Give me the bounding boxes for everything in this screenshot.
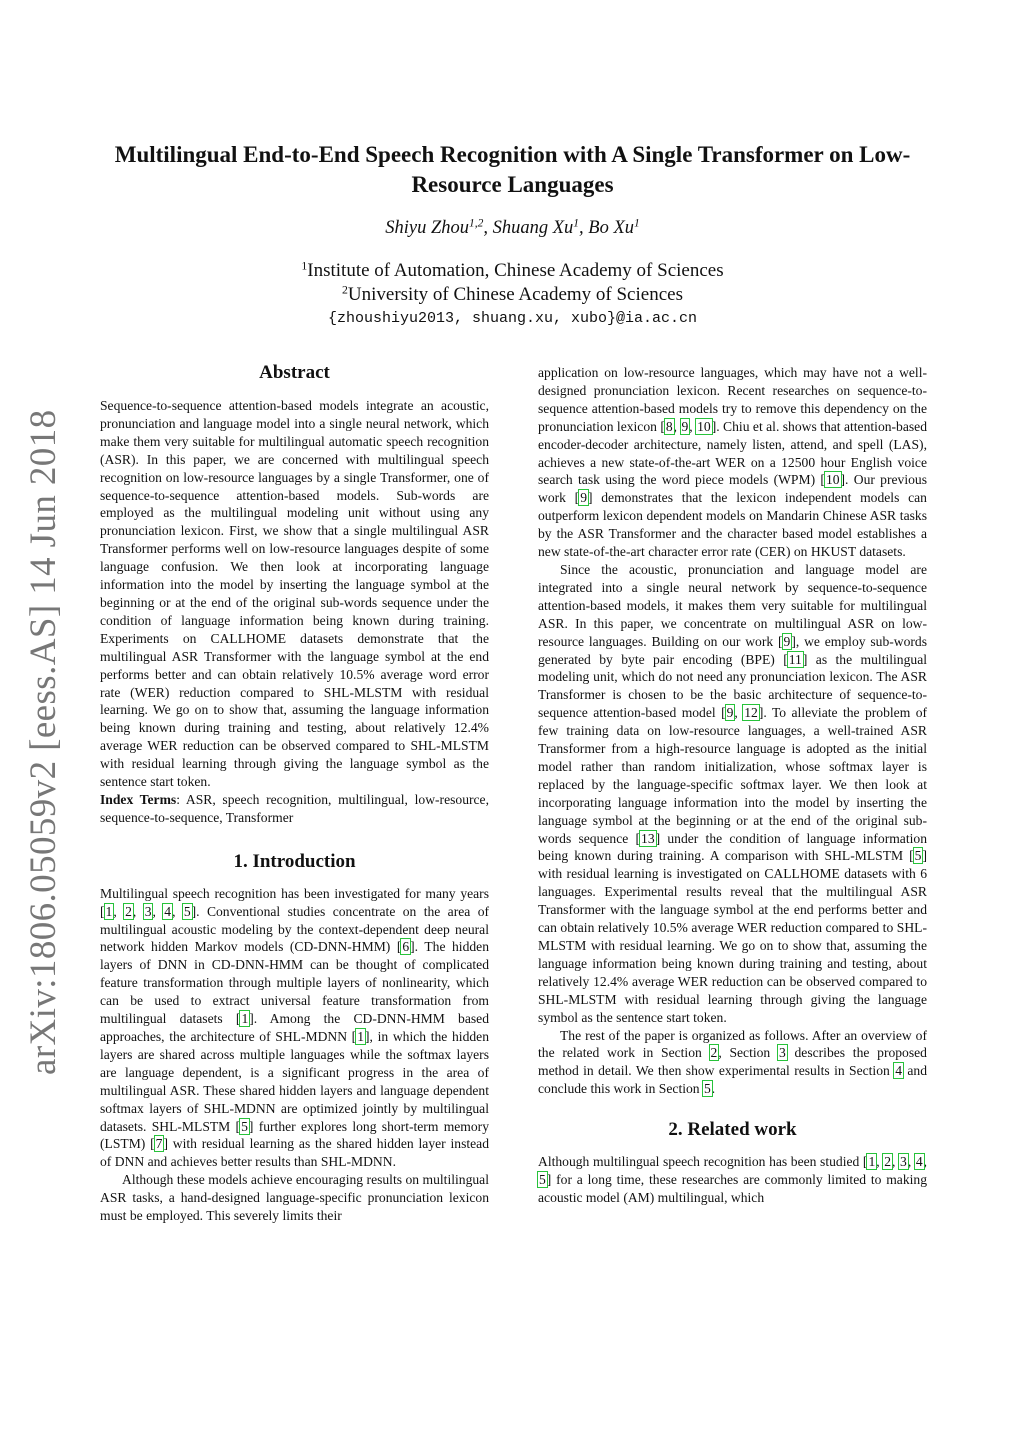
author-name: Bo Xu [588,218,635,238]
citation-link[interactable]: 3 [144,903,152,919]
paragraph: Index Terms: ASR, speech recognition, multilingual, low-resource, sequence-to-sequence, Transformer [100,791,489,825]
citation-link[interactable]: 12 [744,705,758,721]
affiliation-text: Institute of Automation, Chinese Academy of Sciences [307,260,724,281]
citation-link[interactable]: 1 [241,1011,249,1027]
citation-link[interactable]: 9 [783,633,791,649]
citation-link[interactable]: 9 [580,490,587,506]
citation-link[interactable]: 7 [155,1136,163,1152]
citation-link[interactable]: 9 [726,705,734,721]
citation-link[interactable]: 8 [665,418,673,434]
affiliation-list [90,259,935,307]
paragraph: Multilingual speech recognition has been investigated for many years [1, 2, 3, 4, 5]. Conventional studies concentrate on the area of multilingual acoustic modeling by the context-dependent deep neural network hidden Markov models (CD-DNN-HMM) [6]. The hidden layers of DNN in CD-DNN-HMM can be thought of complicated feature transformation through multiple layers of nonlinearity, which can be used to extract universal feature transformation from multilingual datasets [1]. Among the CD-DNN-HMM based approaches, the architecture of SHL-MDNN [1], in which the hidden layers are shared across multiple languages while the softmax layers are language dependent, is a significant progress in the area of multilingual ASR. These shared hidden layers and language dependent softmax layers of SHL-MDNN are optimized jointly by multilingual datasets. SHL-MLSTM [5] further explores long short-term memory (LSTM) [7] with residual learning as the shared hidden layer instead of DNN and achieves better results than SHL-MDNN. [100,885,490,1170]
citation-link[interactable]: 4 [164,903,172,919]
author-list: Shiyu Zhou$^{1,2}$, Shuang Xu$^1$, Bo Xu$^1$ [385,217,640,238]
citation-link[interactable]: 3 [900,1154,907,1170]
author-name: Shuang Xu [492,218,574,238]
citation-link[interactable]: 5 [241,1118,248,1134]
paper-title: Multilingual End-to-End Speech Recognition with A Single Transformer on Low-Resource Languages [114,142,911,197]
citation-link[interactable]: 11 [788,651,802,667]
section-heading: 2. Related work [668,1119,797,1141]
index-terms-label: Index Terms [100,791,177,807]
paragraph: application on low-resource languages, which may have not a well-designed pronunciation lexicon. Recent researches on sequence-to-sequence attention-based models try to remove this dependency on the pronunciation lexicon [8, 9, 10]. Chiu et al. shows that attention-based encoder-decoder architecture, namely listen, attend, and spell (LAS), achieves a new state-of-the-art WER on a 12500 hour English voice search task using the word piece models (WPM) [10]. Our previous work [9] demonstrates that the lexicon independent models can outperform lexicon dependent models on Mandarin Chinese ASR tasks by the ASR Transformer and the character based model establishes a new state-of-the-art character error rate (CER) on HKUST datasets. [538,365,928,560]
affiliation-text: University of Chinese Academy of Sciences [347,284,683,305]
citation-link[interactable]: 9 [681,418,689,434]
section-heading: Abstract [259,362,330,383]
paragraph: The rest of the paper is organized as follows. After an overview of the related work in Section 2, Section 3 describes the proposed method in detail. We then show experimental results in Section 4 and conclude this work in Section 5. [538,1027,927,1097]
citation-link[interactable]: 4 [915,1154,923,1170]
paragraph: Although these models achieve encouraging results on multilingual ASR tasks, a hand-designed language-specific pronunciation lexicon must be employed. This severely limits their [100,1172,489,1224]
citation-link[interactable]: 5 [183,903,191,919]
author-affil-mark: 1 [634,217,640,230]
citation-link[interactable]: 1 [105,903,113,919]
citation-link[interactable]: 4 [895,1063,902,1079]
citation-link[interactable]: 1 [357,1029,365,1044]
affiliation-mark: 1 [301,259,308,273]
citation-link[interactable]: 2 [125,903,132,919]
author-name: Shiyu Zhou [385,218,470,238]
right-column [538,364,927,1207]
citation-link[interactable]: 2 [710,1045,718,1061]
arxiv-stamp: arXiv:1806.05059v2 [eess.AS] 14 Jun 2018 [23,409,64,1075]
citation-link[interactable]: 5 [914,848,922,864]
paragraph: Sequence-to-sequence attention-based models integrate an acoustic, pronunciation and language model into a single neural network, which make them very suitable for multilingual automatic speech recognition (ASR). In this paper, we are concerned with multilingual speech recognition on low-resource languages by a single Transformer, one of sequence-to-sequence attention-based models. Sub-words are employed as the multilingual modeling unit without using any pronunciation lexicon. First, we show that a single multilingual ASR Transformer performs well on low-resource languages despite of some language confusion. We then look at incorporating language information into the model by inserting the language symbol at the beginning or at the end of the original sub-words sequence under the condition of language information being known during training. Experiments on CALLHOME datasets demonstrate that the multilingual ASR Transformer with the language symbol at the end performs better and can obtain relatively 10.5% average word error rate (WER) reduction compared to SHL-MLSTM with residual learning. We go on to show that, assuming the language information being known during training and testing, about relatively 12.4% average WER reduction can be observed compared to SHL-MLSTM with residual learning through giving the language symbol as the sentence start token. [100,398,489,790]
citation-link[interactable]: 5 [539,1172,546,1188]
citation-link[interactable]: 10 [697,418,711,434]
paragraph: Since the acoustic, pronunciation and language model are integrated into a single neural network by sequence-to-sequence attention-based models, it makes them very suitable for multilingual ASR. In this paper, we concentrate on multilingual ASR on low-resource languages. Building on our work [9], we employ sub-words generated by byte pair encoding (BPE) [11] as the multilingual modeling unit, which do not need any pronunciation lexicon. The ASR Transformer is chosen to be the basic architecture of sequence-to-sequence attention-based model [9, 12]. To alleviate the problem of few training data on low-resource languages, a well-trained ASR Transformer from a high-resource language is adopted as the initial model rather than random initialization, whose softmax layer is replaced by the language-specific softmax layer. We then look at incorporating language information into the model by inserting the language symbol at the beginning or at the end of the original sub-words sequence [13] under the condition of language information being known during training. A comparison with SHL-MLSTM [5] with residual learning is investigated on CALLHOME datasets with 6 languages. Experimental results reveal that the multilingual ASR Transformer with the language symbol at the end performs better and can obtain relatively 10.5% average WER reduction compared to SHL-MLSTM with residual learning. We go on to show that, assuming the language information being known during training and testing, about relatively 12.4% average WER reduction can be observed compared to SHL-MLSTM with residual learning through giving the language symbol as the sentence start token. [538,561,928,1025]
citation-link[interactable]: 10 [825,472,840,488]
section-heading: 1. Introduction [233,850,356,872]
citation-link[interactable]: 1 [868,1154,876,1170]
left-column [100,362,489,1225]
citation-link[interactable]: 13 [641,830,655,846]
citation-link[interactable]: 5 [703,1081,711,1097]
paragraph: Although multilingual speech recognition has been studied [1, 2, 3, 4, 5] for a long time, these researches are commonly limited to making acoustic model (AM) multilingual, which [538,1154,928,1205]
author-affil-mark: 1,2 [469,217,484,230]
affiliation-mark: 2 [342,283,348,297]
citation-link[interactable]: 3 [778,1045,786,1061]
author-emails: {zhoushiyu2013, shuang.xu, xubo}@ia.ac.cn [327,310,698,327]
citation-link[interactable]: 6 [402,939,410,955]
affiliation [90,259,935,283]
author-affil-mark: 1 [573,217,580,230]
affiliation [90,283,935,307]
citation-link[interactable]: 2 [884,1154,892,1170]
